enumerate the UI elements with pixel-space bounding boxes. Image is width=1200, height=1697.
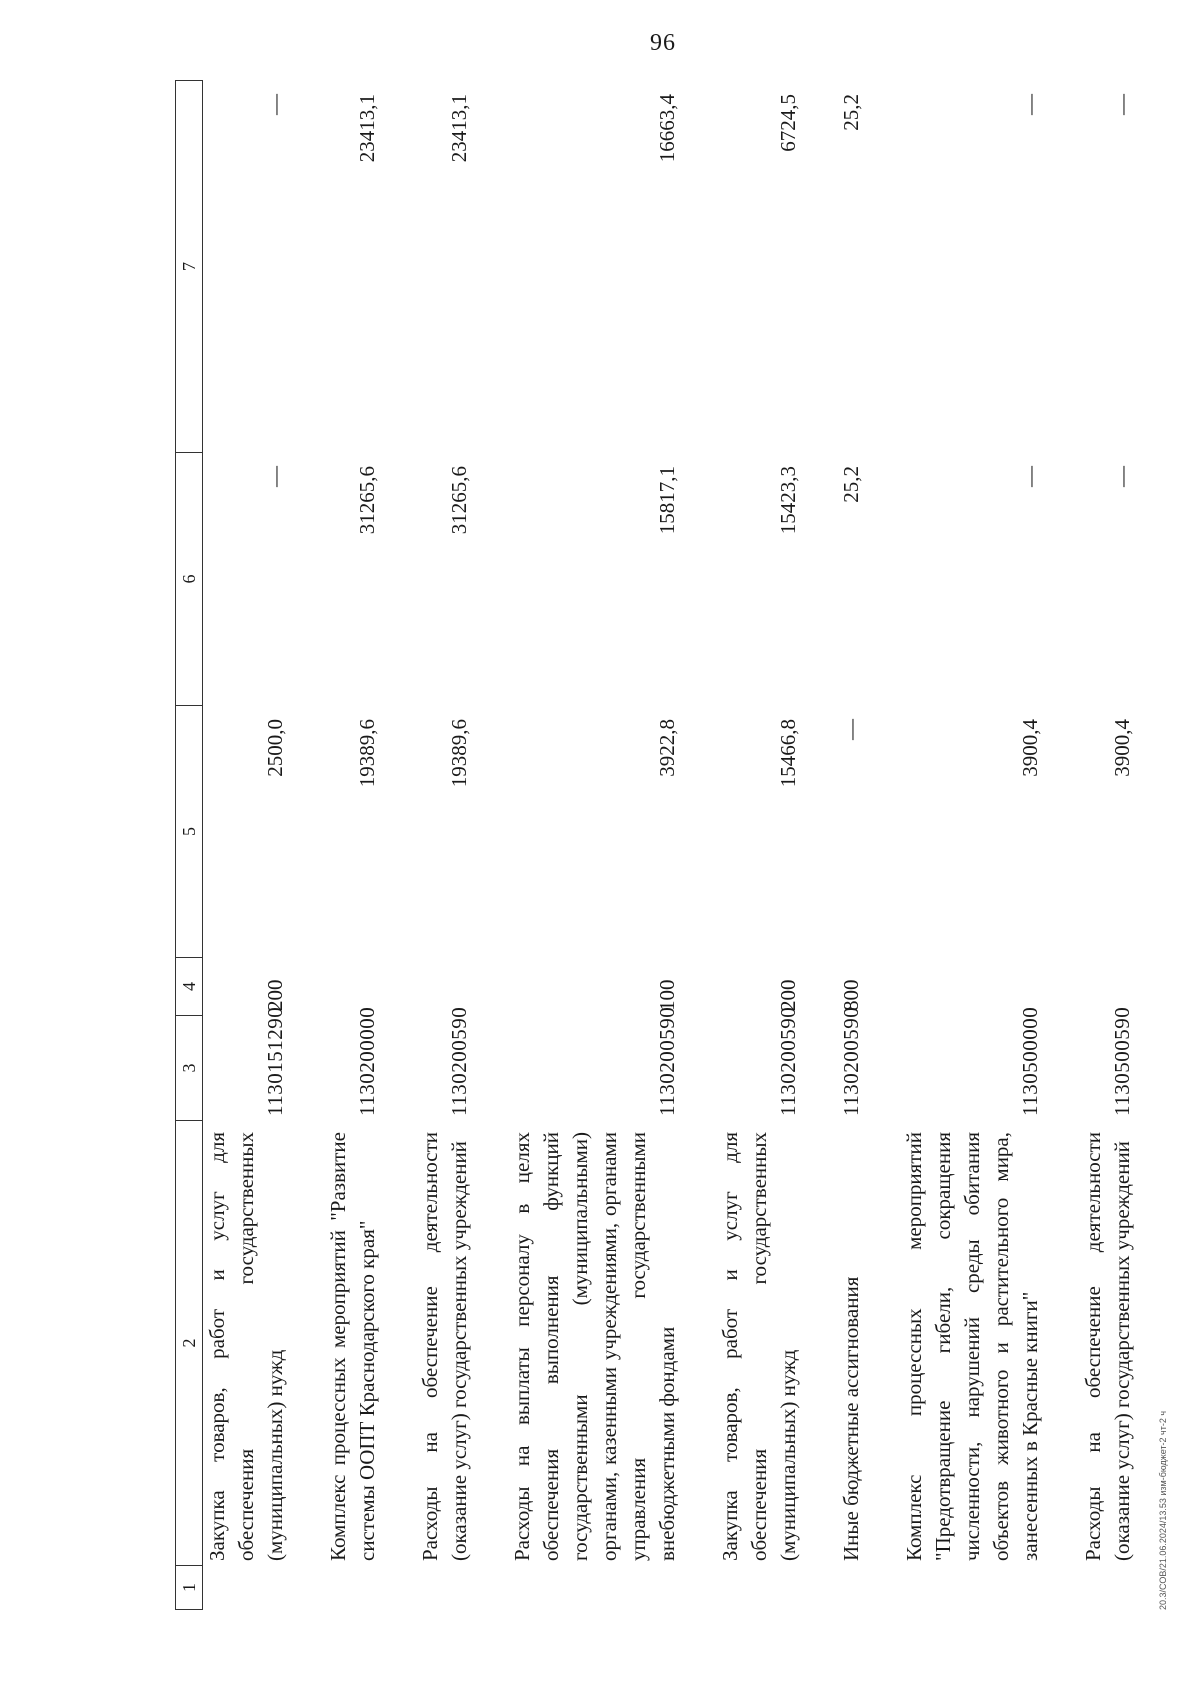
table-row-0-name: Закупка товаров, работ и услуг для обеспечения государственных (муниципальных) нужд [205, 1132, 287, 1561]
table-row-1-c6: 31265,6 [355, 466, 379, 535]
row-spacer [290, 80, 324, 1610]
table-row-2-c6: 31265,6 [447, 466, 471, 535]
table-row-1-vr [324, 957, 382, 1015]
table-row-3-c6: 15817,1 [655, 466, 679, 535]
rotated-table-area [175, 80, 1134, 1610]
header-col-6: 6 [175, 452, 203, 705]
table-row-7-vr [1079, 957, 1137, 1015]
table-row-5-c7: 25,2 [839, 94, 863, 131]
budget-table [175, 80, 1134, 1610]
table-row-0-c6: — [263, 466, 287, 487]
row-spacer [474, 80, 508, 1610]
table-row-4-c5: 15466,8 [776, 719, 800, 788]
header-col-4: 4 [175, 957, 203, 1015]
table-row-0-col1 [203, 1565, 290, 1610]
table-row-2-c7: 23413,1 [447, 94, 471, 163]
table-row-5-c5: — [839, 719, 863, 740]
header-col-3: 3 [175, 1015, 203, 1120]
table-row-7-c5: 3900,4 [1110, 719, 1134, 777]
table-row-5-vr: 800 [839, 979, 863, 1011]
row-spacer [1045, 80, 1079, 1610]
row-spacer [803, 80, 837, 1610]
table-row-5-code: 1130200590 [839, 1006, 863, 1116]
table-row-6-c6: — [1018, 466, 1042, 487]
table-row-4-code: 1130200590 [776, 1006, 800, 1116]
row-spacer [682, 80, 716, 1610]
table-row-4-name: Закупка товаров, работ и услуг для обеспечения государственных (муниципальных) нужд [718, 1132, 800, 1561]
table-row-1-c5: 19389,6 [355, 719, 379, 788]
table-row-3-c5: 3922,8 [655, 719, 679, 777]
table-row-3-c7: 16663,4 [655, 94, 679, 163]
table-row-6-vr [900, 957, 1045, 1015]
table-row-1-c7: 23413,1 [355, 94, 379, 163]
table-row-1-col1 [324, 1565, 382, 1610]
table-row-3-col1 [508, 1565, 682, 1610]
table-row-6-code: 1130500000 [1018, 1006, 1042, 1116]
table-row-7-c7: — [1110, 94, 1134, 115]
table-row-7-c6: — [1110, 466, 1134, 487]
page-number: 96 [650, 30, 676, 56]
header-col-2: 2 [175, 1120, 203, 1565]
header-col-7: 7 [175, 80, 203, 452]
table-row-6-c5: 3900,4 [1018, 719, 1042, 777]
table-row-0-c7: — [263, 94, 287, 115]
table-row-3-code: 1130200590 [655, 1006, 679, 1116]
header-col-1: 1 [175, 1565, 203, 1610]
document-footer-note: 20.3/СОВ/21.06.2024/13.53 изм-бюджет-2 чт-2 ч [1158, 1410, 1168, 1610]
table-row-4-c7: 6724,5 [776, 94, 800, 152]
table-row-2-c5: 19389,6 [447, 719, 471, 788]
table-row-0-code: 1130151290 [263, 1006, 287, 1116]
table-row-5-col1 [837, 1565, 866, 1610]
table-row-2-vr [416, 957, 474, 1015]
table-row-5-c6: 25,2 [839, 466, 863, 503]
row-spacer [866, 80, 900, 1610]
table-row-7-code: 1130500590 [1110, 1006, 1134, 1116]
row-spacer [382, 80, 416, 1610]
header-col-5: 5 [175, 705, 203, 957]
table-row-1-code: 1130200000 [355, 1006, 379, 1116]
table-row-2-name: Расходы на обеспечение деятельности (оказание услуг) государственных учреждений [418, 1132, 471, 1561]
table-row-7-name: Расходы на обеспечение деятельности (оказание услуг) государственных учреждений [1081, 1132, 1134, 1561]
table-row-4-c6: 15423,3 [776, 466, 800, 535]
table-row-2-col1 [416, 1565, 474, 1610]
table-row-4-col1 [716, 1565, 803, 1610]
table-row-1-name: Комплекс процессных мероприятий "Развитие системы ООПТ Краснодарского края" [326, 1132, 379, 1561]
table-row-6-col1 [900, 1565, 1045, 1610]
table-row-6-name: Комплекс процессных мероприятий "Предотвращение гибели, сокращения численности, нарушений среды обитания объектов животного и растительного мира, занесенных в Красные книги" [902, 1132, 1042, 1561]
table-row-2-code: 1130200590 [447, 1006, 471, 1116]
table-row-0-c5: 2500,0 [263, 719, 287, 777]
table-row-6-c7: — [1018, 94, 1042, 115]
table-row-3-vr: 100 [655, 979, 679, 1011]
table-row-7-col1 [1079, 1565, 1137, 1610]
table-row-5-name: Иные бюджетные ассигнования [839, 1276, 863, 1561]
table-row-0-vr: 200 [263, 979, 287, 1011]
table-row-4-vr: 200 [776, 979, 800, 1011]
table-row-3-name: Расходы на выплаты персоналу в целях обеспечения выполнения функций государственными (муниципальными) органами, казенными учреждениями, органами управления государственными внебюджетными фондами [510, 1132, 679, 1561]
